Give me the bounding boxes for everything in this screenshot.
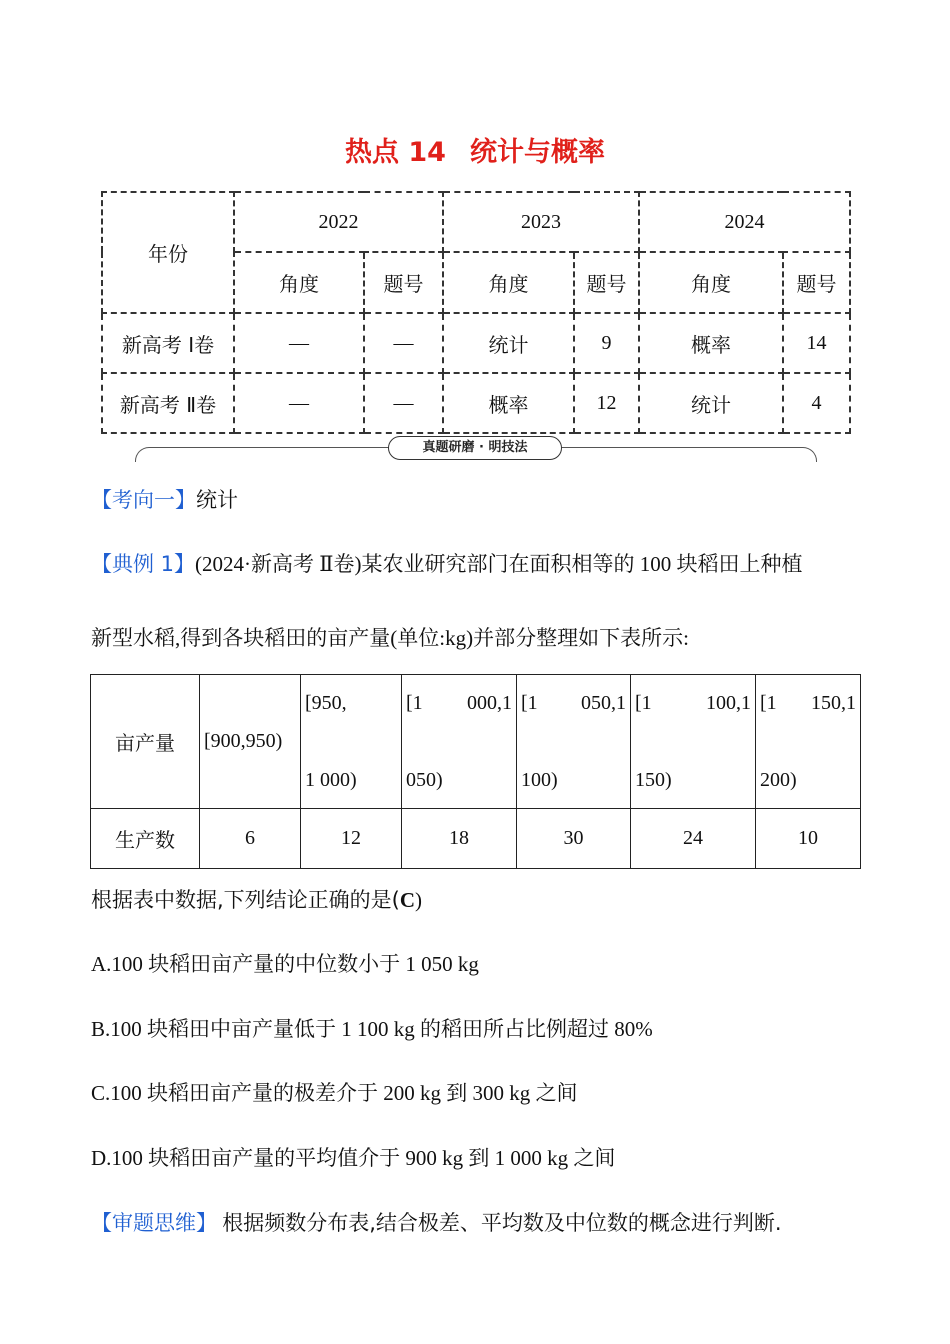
cell: 14 [783,313,850,373]
interval-bottom: 1 000) [305,768,357,791]
year-2022: 2022 [234,192,443,252]
yield-table [90,674,861,869]
count-cell: 12 [301,809,402,869]
angle-header: 角度 [234,252,364,313]
cell: 概率 [639,313,783,373]
count-label: 生产数 [91,809,200,869]
table-row [102,373,850,433]
title-main: 统计与概率 [469,137,605,168]
example-line-1 [91,548,803,578]
year-2023: 2023 [443,192,639,252]
row-label: 新高考 Ⅰ卷 [102,313,234,373]
interval-cell [402,675,517,809]
cell: 9 [574,313,639,373]
count-cell: 6 [200,809,301,869]
section-banner: 真题研磨 · 明技法 [388,436,562,460]
interval-top-b: 000,1 [467,691,512,714]
number-header: 题号 [574,252,639,313]
interval-bottom: 050) [406,768,443,791]
thinking-tag: 【审题思维】 [91,1211,217,1235]
yield-label: 亩产量 [91,675,200,809]
interval-top: [950, [305,691,347,714]
year-header: 年份 [102,192,234,313]
interval-cell [631,675,756,809]
section-text: 统计 [196,488,238,512]
question-text: 根据表中数据,下列结论正确的是( [91,888,400,912]
cell: 12 [574,373,639,433]
number-header: 题号 [783,252,850,313]
example-tag: 【典例 1】 [91,552,196,576]
count-cell: 24 [631,809,756,869]
interval-top-a: [1 [521,691,538,714]
interval-top-a: [1 [760,691,777,714]
section-heading [91,484,238,514]
interval-top-b: 100,1 [706,691,751,714]
interval-top-b: 050,1 [581,691,626,714]
thinking-line [91,1207,782,1237]
interval-cell [756,675,861,809]
cell: — [234,313,364,373]
angle-header: 角度 [639,252,783,313]
interval-top-a: [1 [406,691,423,714]
interval-bottom: 150) [635,768,672,791]
count-cell: 18 [402,809,517,869]
interval-cell [517,675,631,809]
exam-overview-table [101,191,851,434]
example-line-2: 新型水稻,得到各块稻田的亩产量(单位:kg)并部分整理如下表所示: [91,626,689,650]
cell: — [364,373,443,433]
interval-top-a: [1 [635,691,652,714]
option-c: C.100 块稻田亩产量的极差介于 200 kg 到 300 kg 之间 [91,1081,578,1105]
interval-bottom: 100) [521,768,558,791]
table-row [102,313,850,373]
interval-top-b: 150,1 [811,691,856,714]
question-end: ) [415,888,423,912]
cell: 统计 [639,373,783,433]
title-prefix: 热点 14 [345,137,446,168]
option-d: D.100 块稻田亩产量的平均值介于 900 kg 到 1 000 kg 之间 [91,1146,616,1170]
option-a: A.100 块稻田亩产量的中位数小于 1 050 kg [91,952,479,976]
cell: — [234,373,364,433]
section-tag: 【考向一】 [91,488,196,512]
thinking-text: 根据频数分布表,结合极差、平均数及中位数的概念进行判断. [222,1211,782,1235]
number-header: 题号 [364,252,443,313]
interval-cell: [900,950) [200,675,301,809]
count-cell: 10 [756,809,861,869]
page-title [0,130,950,169]
option-b: B.100 块稻田中亩产量低于 1 100 kg 的稻田所占比例超过 80% [91,1017,653,1041]
year-2024: 2024 [639,192,850,252]
answer: C [399,888,416,912]
cell: 4 [783,373,850,433]
cell: 概率 [443,373,574,433]
count-cell: 30 [517,809,631,869]
row-label: 新高考 Ⅱ卷 [102,373,234,433]
cell: 统计 [443,313,574,373]
angle-header: 角度 [443,252,574,313]
example-text-1: (2024·新高考 Ⅱ卷)某农业研究部门在面积相等的 100 块稻田上种植 [195,552,803,576]
question-stem [91,884,422,914]
interval-cell [301,675,402,809]
cell: — [364,313,443,373]
interval-bottom: 200) [760,768,797,791]
